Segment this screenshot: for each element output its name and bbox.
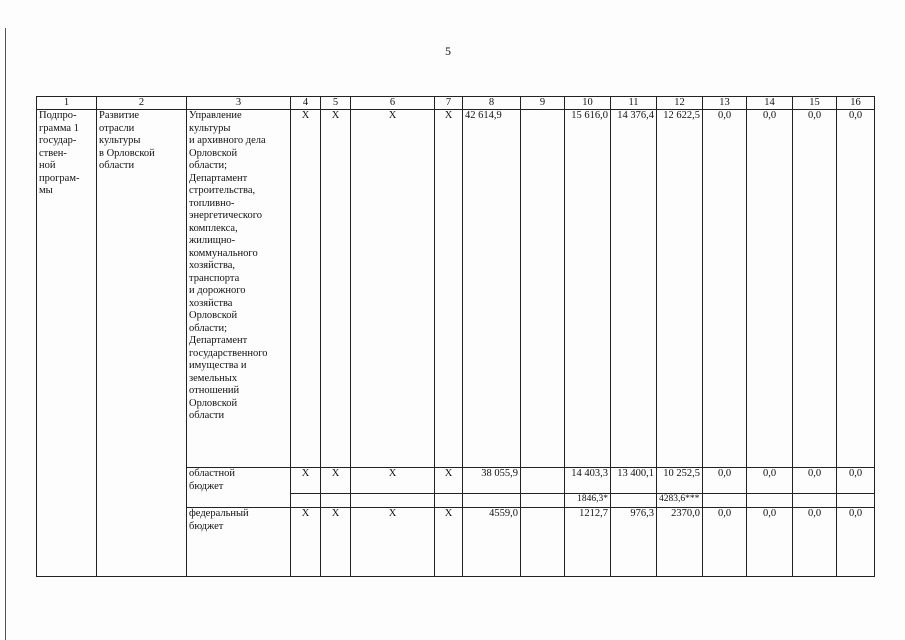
- subprogram-cell: Подпро- грамма 1 государ- ствен- ной програм- мы: [37, 110, 97, 577]
- note-cell-c5: [321, 494, 351, 508]
- col-number: 1: [37, 97, 97, 110]
- cell-c8: 38 055,9: [463, 468, 521, 494]
- note-cell-c13: [703, 494, 747, 508]
- cell-c11: 976,3: [611, 508, 657, 577]
- cell-c15: 0,0: [793, 508, 837, 577]
- note-cell-c9: [521, 494, 565, 508]
- note-cell-c7: [435, 494, 463, 508]
- col-number: 2: [97, 97, 187, 110]
- cell-c6: Х: [351, 508, 435, 577]
- page-margin-line: [5, 28, 6, 640]
- cell-c15: 0,0: [793, 468, 837, 494]
- cell-c5: Х: [321, 468, 351, 494]
- cell-c7: Х: [435, 508, 463, 577]
- cell-c14: 0,0: [747, 508, 793, 577]
- cell-c14: 0,0: [747, 468, 793, 494]
- note-cell-c6: [351, 494, 435, 508]
- col-number: 6: [351, 97, 435, 110]
- cell-c5: Х: [321, 508, 351, 577]
- cell-c13: 0,0: [703, 468, 747, 494]
- cell-c8: 42 614,9: [463, 110, 521, 468]
- cell-c4: Х: [291, 110, 321, 468]
- col-number: 8: [463, 97, 521, 110]
- cell-c10: 1212,7: [565, 508, 611, 577]
- cell-c5: Х: [321, 110, 351, 468]
- cell-c11: 13 400,1: [611, 468, 657, 494]
- col-number: 14: [747, 97, 793, 110]
- col-number: 11: [611, 97, 657, 110]
- cell-c10: 15 616,0: [565, 110, 611, 468]
- cell-c4: Х: [291, 468, 321, 494]
- cell-c12: 10 252,5: [657, 468, 703, 494]
- budget-table: [36, 96, 875, 577]
- column-number-row: [37, 97, 875, 110]
- note-cell-c15: [793, 494, 837, 508]
- cell-c8: 4559,0: [463, 508, 521, 577]
- cell-c4: Х: [291, 508, 321, 577]
- col-number: 9: [521, 97, 565, 110]
- col-number: 12: [657, 97, 703, 110]
- col-number: 7: [435, 97, 463, 110]
- cell-c14: 0,0: [747, 110, 793, 468]
- col-number: 3: [187, 97, 291, 110]
- cell-c9: [521, 508, 565, 577]
- col-number: 4: [291, 97, 321, 110]
- cell-c12: 12 622,5: [657, 110, 703, 468]
- cell-c10: 14 403,3: [565, 468, 611, 494]
- cell-c7: Х: [435, 110, 463, 468]
- cell-c6: Х: [351, 110, 435, 468]
- col-number: 10: [565, 97, 611, 110]
- note-cell-c16: [837, 494, 875, 508]
- note-cell-c8: [463, 494, 521, 508]
- col-number: 16: [837, 97, 875, 110]
- executor-cell: Управление культуры и архивного дела Орловской области; Департамент строительства, топливно- энергетического комплекса, жилищно- коммунального хозяйства, транспорта и дорожного хозяйства Орловской области; Департамент государственного имущества и земельных отношений Орловской области: [187, 110, 291, 468]
- cell-c9: [521, 468, 565, 494]
- col-number: 5: [321, 97, 351, 110]
- cell-c13: 0,0: [703, 508, 747, 577]
- cell-c15: 0,0: [793, 110, 837, 468]
- note-cell-c4: [291, 494, 321, 508]
- cell-c12: 2370,0: [657, 508, 703, 577]
- footnote-c12: 4283,6***: [657, 494, 703, 508]
- cell-c16: 0,0: [837, 110, 875, 468]
- note-cell-c14: [747, 494, 793, 508]
- col-number: 15: [793, 97, 837, 110]
- cell-c6: Х: [351, 468, 435, 494]
- cell-c16: 0,0: [837, 508, 875, 577]
- col-number: 13: [703, 97, 747, 110]
- cell-c11: 14 376,4: [611, 110, 657, 468]
- page-number: 5: [445, 44, 451, 58]
- subprogram-title-cell: Развитие отрасли культуры в Орловской области: [97, 110, 187, 577]
- cell-c7: Х: [435, 468, 463, 494]
- federal-budget-label: федеральный бюджет: [187, 508, 291, 577]
- cell-c16: 0,0: [837, 468, 875, 494]
- table-row-main: [37, 110, 875, 468]
- footnote-c10: 1846,3*: [565, 494, 611, 508]
- regional-budget-label: областной бюджет: [187, 468, 291, 508]
- note-cell-c11: [611, 494, 657, 508]
- cell-c13: 0,0: [703, 110, 747, 468]
- cell-c9: [521, 110, 565, 468]
